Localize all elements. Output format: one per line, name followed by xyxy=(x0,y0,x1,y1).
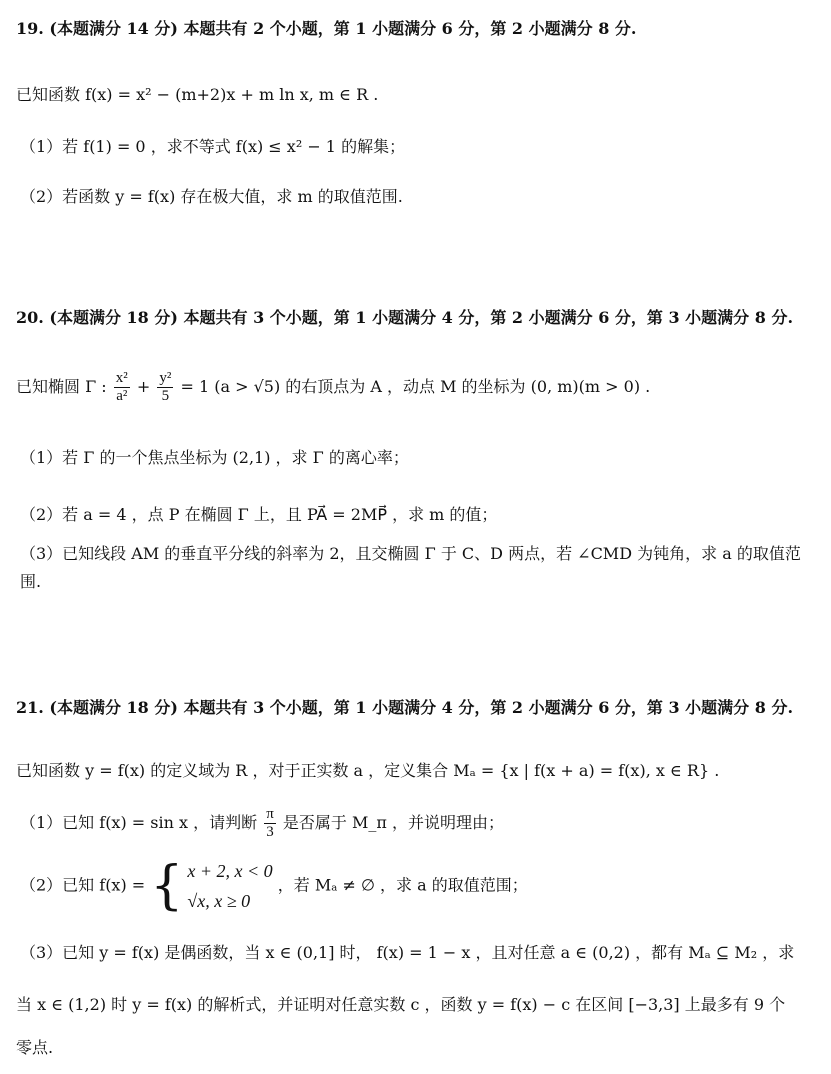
q20-stem-post: = 1 (a > √5) 的右顶点为 A ，动点 M 的坐标为 (0, m)(m > 0) . xyxy=(180,377,651,396)
q21-part1-post: 是否属于 M_π ，并说明理由； xyxy=(282,813,504,832)
q21-part2-pre: （2）已知 f(x) = xyxy=(20,875,151,895)
q21-piecewise-brace: { xyxy=(150,856,184,916)
q20-frac-x-den: a² xyxy=(116,388,128,404)
q20-stem-pre: 已知椭圆 Γ : xyxy=(16,377,112,396)
q21-case2: √x, x ≥ 0 xyxy=(187,891,251,911)
q20-frac-x-num: x² xyxy=(115,370,128,386)
q21-frac-pi3-num: π xyxy=(266,806,274,822)
q20-part1: （1）若 Γ 的一个焦点坐标为 (2,1) ，求 Γ 的离心率； xyxy=(20,448,409,467)
q20-frac-y-num: y² xyxy=(159,370,172,386)
q21-part3-line2: 当 x ∈ (1,2) 时 y = f(x) 的解析式，并证明对任意实数 c ，函数 y = f(x) − c 在区间 [−3,3] 上最多有 9 个 xyxy=(16,995,786,1014)
q20-frac-y-den: 5 xyxy=(161,388,170,404)
q20-stem-plus: + xyxy=(136,377,156,396)
q20-part2: （2）若 a = 4 ，点 P 在椭圆 Γ 上，且 PA⃗ = 2MP⃗ ，求 m 的值； xyxy=(20,505,498,524)
q21-stem: 已知函数 y = f(x) 的定义域为 R ，对于正实数 a ，定义集合 Mₐ = {x | f(x + a) = f(x), x ∈ R} . xyxy=(16,761,720,780)
q21-frac-pi3-den: 3 xyxy=(266,824,274,840)
q21-part1-pre: （1）已知 f(x) = sin x ，请判断 xyxy=(20,813,263,832)
q21-part2 xyxy=(20,856,528,916)
q21-frac-pi3 xyxy=(264,806,276,841)
q20-frac-x xyxy=(114,370,130,405)
q21-part2-post: ，若 Mₐ ≠ ∅ ，求 a 的取值范围； xyxy=(277,875,528,895)
q20-frac-y xyxy=(157,370,173,405)
q20-stem xyxy=(16,370,650,405)
q21-header: 21. (本题满分 18 分) 本题共有 3 个小题，第 1 小题满分 4 分，第 2 小题满分 6 分，第 3 小题满分 8 分. xyxy=(16,698,794,717)
q20-header: 20. (本题满分 18 分) 本题共有 3 个小题，第 1 小题满分 4 分，第 2 小题满分 6 分，第 3 小题满分 8 分. xyxy=(16,308,794,327)
q20-part3: （3）已知线段 AM 的垂直平分线的斜率为 2，且交椭圆 Γ 于 C、D 两点，若 ∠CMD 为钝角，求 a 的取值范围. xyxy=(20,544,801,591)
q19-header: 19. (本题满分 14 分) 本题共有 2 个小题，第 1 小题满分 6 分，第 2 小题满分 8 分. xyxy=(16,19,637,38)
q21-part1 xyxy=(20,806,504,841)
q21-part3-line1: （3）已知 y = f(x) 是偶函数，当 x ∈ (0,1] 时， f(x) = 1 − x ，且对任意 a ∈ (0,2) ，都有 Mₐ ⊆ M₂ ，求 xyxy=(20,943,795,962)
q21-part3-line3: 零点. xyxy=(16,1038,54,1057)
q19-part1: （1）若 f(1) = 0 ，求不等式 f(x) ≤ x² − 1 的解集； xyxy=(20,137,406,156)
q19-stem: 已知函数 f(x) = x² − (m+2)x + m ln x, m ∈ R . xyxy=(16,85,379,104)
q21-case1: x + 2, x < 0 xyxy=(187,861,273,881)
q21-piecewise-cases xyxy=(187,856,272,916)
q21-piecewise xyxy=(150,856,272,916)
q19-part2: （2）若函数 y = f(x) 存在极大值，求 m 的取值范围. xyxy=(20,187,403,206)
